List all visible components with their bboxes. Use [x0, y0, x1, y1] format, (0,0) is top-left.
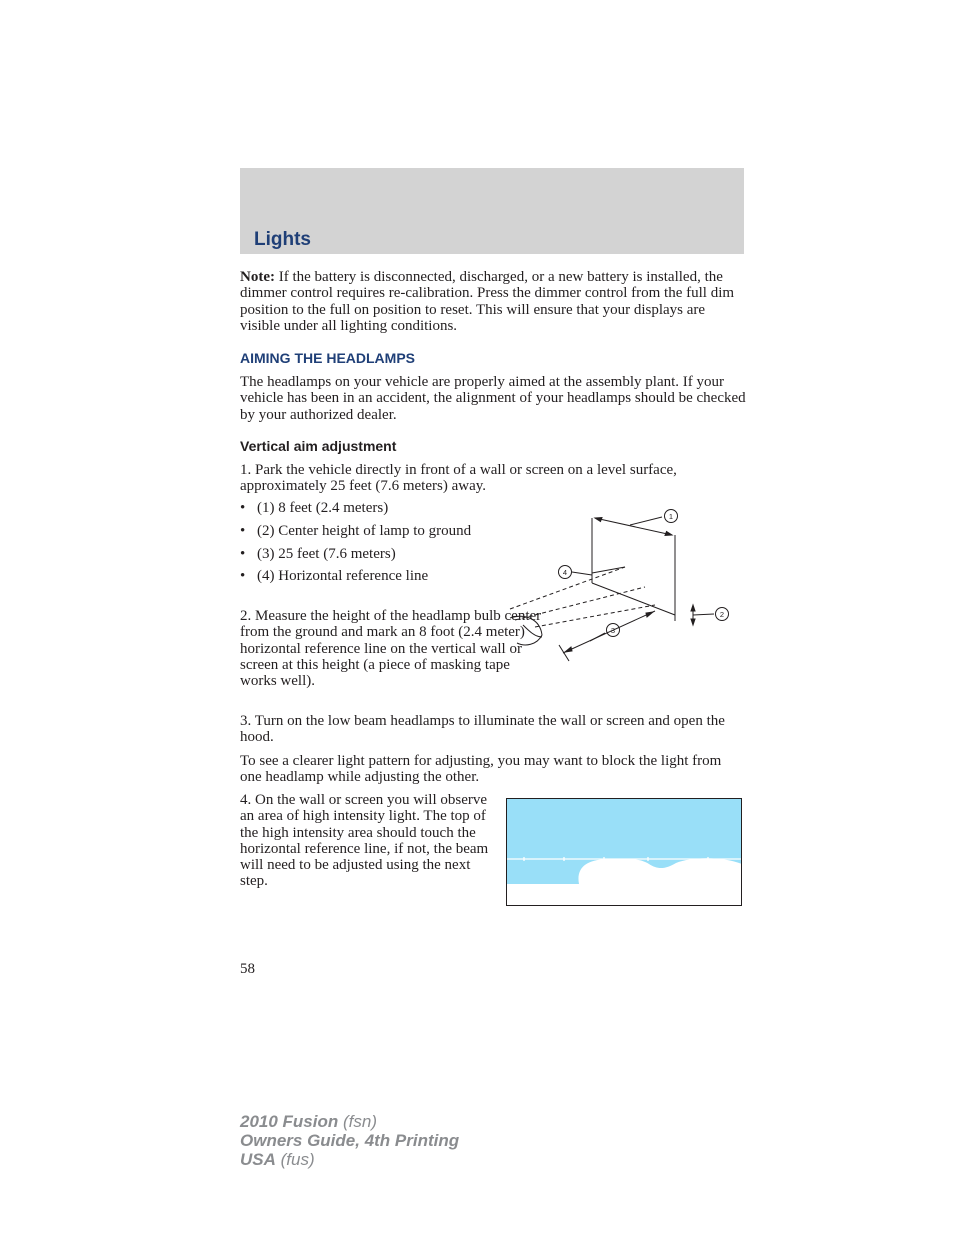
- list-item: [240, 523, 490, 539]
- beam-pattern-figure: [506, 798, 742, 906]
- step-1: 1. Park the vehicle directly in front of a wall or screen on a level surface, approximately 25 feet (7.6 meters) away.: [240, 462, 677, 495]
- list-item-text: (4) Horizontal reference line: [257, 568, 429, 585]
- callout-2-label: 2: [719, 610, 725, 619]
- callout-4-label: 4: [562, 568, 568, 577]
- arrowhead: [646, 612, 653, 617]
- list-item: [240, 500, 490, 516]
- arrowhead: [595, 518, 602, 522]
- footer-line-3: [240, 1150, 459, 1169]
- section-title: Lights: [254, 229, 311, 250]
- footer-region-code: (fus): [275, 1150, 315, 1169]
- footer-region: USA: [240, 1150, 276, 1169]
- dimension-3-arrow: [563, 611, 655, 653]
- leader-4: [572, 572, 592, 575]
- arrowhead: [691, 605, 695, 611]
- floor-edge: [592, 567, 625, 573]
- list-item-text: (2) Center height of lamp to ground: [257, 522, 472, 539]
- headlamp-outline: [510, 616, 542, 645]
- beam-lower-line: [535, 605, 655, 627]
- note-text: If the battery is disconnected, discharged, or a new battery is installed, the dimmer control requires re-calibration. Press the dimmer control from the full dim position to the full on position to reset. This will ensure that your displays are visible under all lighting conditions.: [240, 269, 735, 334]
- leader-1: [630, 517, 662, 525]
- beam-upper-line: [510, 567, 625, 609]
- list-item-text: (3) 25 feet (7.6 meters): [257, 545, 396, 562]
- leader-3: [590, 633, 605, 641]
- step-2: 2. Measure the height of the headlamp bulb center from the ground and mark an 8 foot (2.4 meter) horizontal reference line on the vertical wall or screen at this height (a piece of masking tape works well).: [240, 608, 542, 690]
- headlamp-aim-diagram: [505, 505, 745, 665]
- section-header-band: [240, 168, 744, 254]
- footer-model: 2010 Fusion: [240, 1112, 339, 1131]
- arrowhead: [665, 532, 672, 536]
- arrowhead: [691, 619, 695, 625]
- list-item-text: (1) 8 feet (2.4 meters): [257, 500, 389, 516]
- page-number: 58: [240, 961, 255, 977]
- step-3: 3. Turn on the low beam headlamps to illuminate the wall or screen and open the hood.: [240, 713, 725, 746]
- callout-3-label: 3: [610, 626, 616, 635]
- step-4: 4. On the wall or screen you will observe an area of high intensity light. The top of the high intensity area should touch the horizontal reference line, if not, the beam will need to be adjusted using the next step.: [240, 792, 489, 890]
- tick-3: [559, 645, 569, 661]
- leader-2: [693, 614, 714, 615]
- dimension-1-arrow: [595, 518, 672, 535]
- section-heading: AIMING THE HEADLAMPS: [240, 350, 415, 366]
- arrowhead: [565, 647, 572, 652]
- list-item: [240, 546, 490, 562]
- tip-paragraph: To see a clearer light pattern for adjusting, you may want to block the light from one headlamp while adjusting the other.: [240, 753, 722, 786]
- footer: [240, 1112, 459, 1169]
- subsection-heading: Vertical aim adjustment: [240, 438, 397, 454]
- footer-line-1: [240, 1112, 459, 1131]
- section-intro: The headlamps on your vehicle are properly aimed at the assembly plant. If your vehicle has been in an accident, the alignment of your headlamps should be checked by your authorized dealer.: [240, 374, 746, 423]
- note-label: Note:: [240, 269, 275, 285]
- callout-1-label: 1: [668, 512, 674, 521]
- callout-list: [240, 500, 490, 591]
- list-item: [240, 568, 490, 584]
- reference-line: [592, 583, 675, 615]
- bullet-symbol: •: [240, 568, 246, 585]
- footer-model-code: (fsn): [338, 1112, 377, 1131]
- footer-guide: Owners Guide, 4th Printing: [240, 1131, 460, 1150]
- note-paragraph: [240, 269, 746, 334]
- bullet-symbol: •: [240, 522, 246, 539]
- bullet-symbol: •: [240, 545, 246, 562]
- bullet-symbol: •: [240, 500, 246, 516]
- beam-center-line: [515, 587, 645, 620]
